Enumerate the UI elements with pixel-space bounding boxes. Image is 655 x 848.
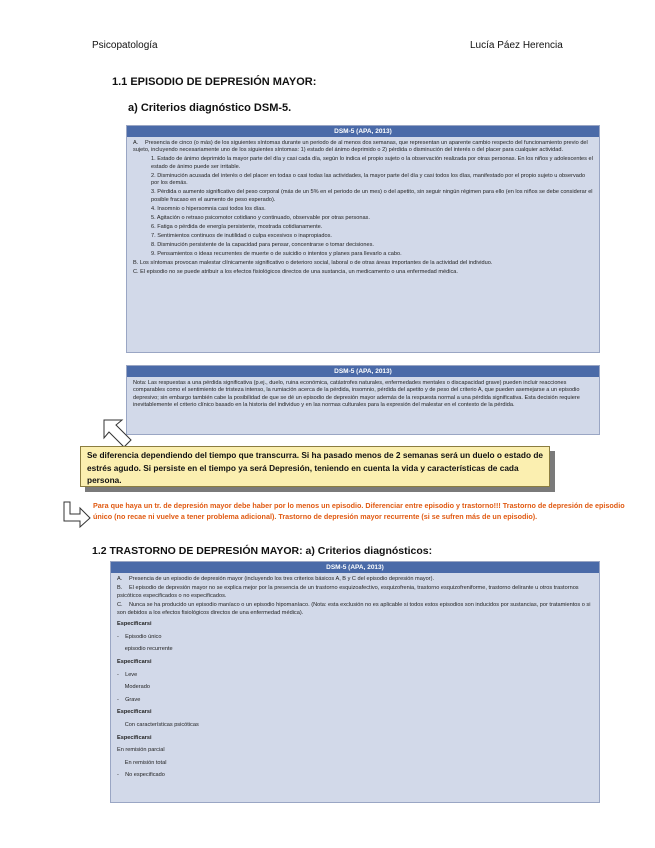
- specifier-heading: Especificarsi: [117, 709, 152, 716]
- specifier-heading: Especificarsi: [117, 658, 152, 665]
- criterion-c: C. Nunca se ha producido un episodio maníaco o un episodio hipomaníaco. (Nota: esta exclusión no es aplicable si todos estos episodios son inducidos por sustancias, por tratamientos o si son debidos a los efectos fisiológicos directos de una enfermedad médica).: [117, 601, 591, 616]
- criterion-item: 6. Fatiga o pérdida de energía persistente, mostrada cotidianamente.: [151, 223, 323, 230]
- criterion-item: 3. Pérdida o aumento significativo del peso corporal (más de un 5% en el periodo de un mes) o del apetito, sin seguir ningún régimen para ello (en los niños se debe considerar el posible fracaso en el aumento de peso esperado).: [151, 189, 593, 203]
- header-right: Lucía Páez Herencia: [470, 40, 563, 51]
- note-text: Nota: Las respuestas a una pérdida significativa (p.ej., duelo, ruina económica, catástrofes naturales, enfermedades mentales o discapacidad grave) pueden incluir reacciones comparables como el sentimiento de tristeza intenso, la rumiación acerca de la pérdida, insomnio, pérdida del apetito y de peso del criterio A, que pueden asemejarse a un episodio depresivo; sin embargo también cabe la posibilidad de que se dé un episodio de depresión mayor además de la respuesta normal a una pérdida significativa. Esta decisión requiere inevitablemente el criterio clínico basado en la historia del individuo y en las normas culturales para la expresión del malestar en el contexto de la pérdida.: [133, 380, 580, 409]
- table-header: DSM-5 (APA, 2013): [127, 126, 599, 137]
- specifier-option: En remisión parcial: [117, 747, 165, 754]
- specifier-heading: Especificarsi: [117, 734, 152, 741]
- criterion-b: B. El episodio de depresión mayor no se explica mejor por la presencia de un trastorno esquizoafectivo, esquizofrenia, trastorno esquizofreniforme, trastorno delirante u otros trastornos psicóticos especificados o no especificados.: [117, 585, 579, 599]
- dsm5-table-note: [126, 365, 600, 435]
- specifier-option: - Leve: [117, 671, 138, 678]
- specifier-option: Con características psicóticas: [117, 721, 199, 728]
- orange-note: Para que haya un tr. de depresión mayor debe haber por lo menos un episodio. Diferenciar entre episodio y trastorno!!! Trastorno de depresión de episodio único (no recae ni vuelve a tener problema adicional). Trastorno de depresión mayor recurrente (si se sufren más de un episodio).: [93, 501, 625, 521]
- specifier-option: - Grave: [117, 696, 141, 703]
- yellow-note: Se diferencia dependiendo del tiempo que transcurra. Si ha pasado menos de 2 semanas será un duelo o estado de estrés agudo. Si persiste en el tiempo ya será Depresión, teniendo en cuenta la vida y características de cada persona.: [80, 446, 550, 487]
- criterion-a: [133, 140, 593, 155]
- criterion-item: 5. Agitación o retraso psicomotor cotidiano y continuado, observable por otras personas.: [151, 214, 370, 221]
- specifier-option: episodio recurrente: [117, 646, 173, 653]
- dsm5-table-disorder: [110, 561, 600, 803]
- section-2-title: 1.2 TRASTORNO DE DEPRESIÓN MAYOR: a) Criterios diagnósticos:: [92, 545, 433, 557]
- section-1-title: 1.1 EPISODIO DE DEPRESIÓN MAYOR:: [112, 76, 317, 88]
- criterion-a: A. Presencia de un episodio de depresión mayor (incluyendo los tres criterios básicos A, B y C del episodio depresión mayor).: [117, 576, 435, 582]
- specifier-option: En remisión total: [117, 759, 167, 766]
- criterion-item: 7. Sentimientos continuos de inutilidad o culpa excesivos o inapropiados.: [151, 232, 332, 239]
- table-header: DSM-5 (APA, 2013): [111, 562, 599, 573]
- criterion-item: 9. Pensamientos o ideas recurrentes de muerte o de suicidio o intentos y planes para llevarlo a cabo.: [151, 250, 402, 257]
- criterion-c: C. El episodio no se puede atribuir a los efectos fisiológicos directos de una sustancia, un medicamento o una enfermedad médica.: [133, 268, 458, 275]
- criterion-item: 8. Disminución persistente de la capacidad para pensar, concentrarse o tomar decisiones.: [151, 241, 374, 248]
- arrow-up-icon: [100, 416, 134, 450]
- criterion-b: B. Los síntomas provocan malestar clínicamente significativo o deterioro social, laboral o de otras áreas importantes de la actividad del individuo.: [133, 259, 493, 266]
- specifier-option: - Episodio único: [117, 633, 162, 640]
- specifier-heading: Especificarsi: [117, 621, 152, 628]
- criterion-a-text: Presencia de cinco (o más) de los siguientes síntomas durante un periodo de al menos dos semanas, que representan un aparente cambio respecto del funcionamiento previo del sujeto, incluyendo necesariamente uno de los siguientes síntomas: 1) estado del ánimo deprimido o 2) pérdida o disminución del interés o del placer para cualquier actividad.: [133, 140, 588, 154]
- criterion-label: A.: [133, 140, 139, 146]
- arrow-bent-icon: [62, 500, 92, 528]
- criterion-item: 1. Estado de ánimo deprimido la mayor parte del día y casi cada día, según lo indica el propio sujeto o la observación realizada por otras personas. En los niños y adolescentes el estado de ánimo puede ser irritable.: [151, 156, 593, 170]
- dsm5-table-episode: [126, 125, 600, 353]
- header-left: Psicopatología: [92, 40, 158, 51]
- table-header: DSM-5 (APA, 2013): [127, 366, 599, 377]
- section-1-subtitle: a) Criterios diagnóstico DSM-5.: [128, 102, 292, 114]
- criterion-item: 4. Insomnio o hipersomnia casi todos los días.: [151, 205, 266, 212]
- specifier-option: Moderado: [117, 684, 150, 691]
- specifier-option: - No especificado: [117, 772, 165, 779]
- criterion-item: 2. Disminución acusada del interés o del placer en todas o casi todas las actividades, la mayor parte del día y casi todos los días, manifestado por el propio sujeto u observado por los demás.: [151, 172, 586, 187]
